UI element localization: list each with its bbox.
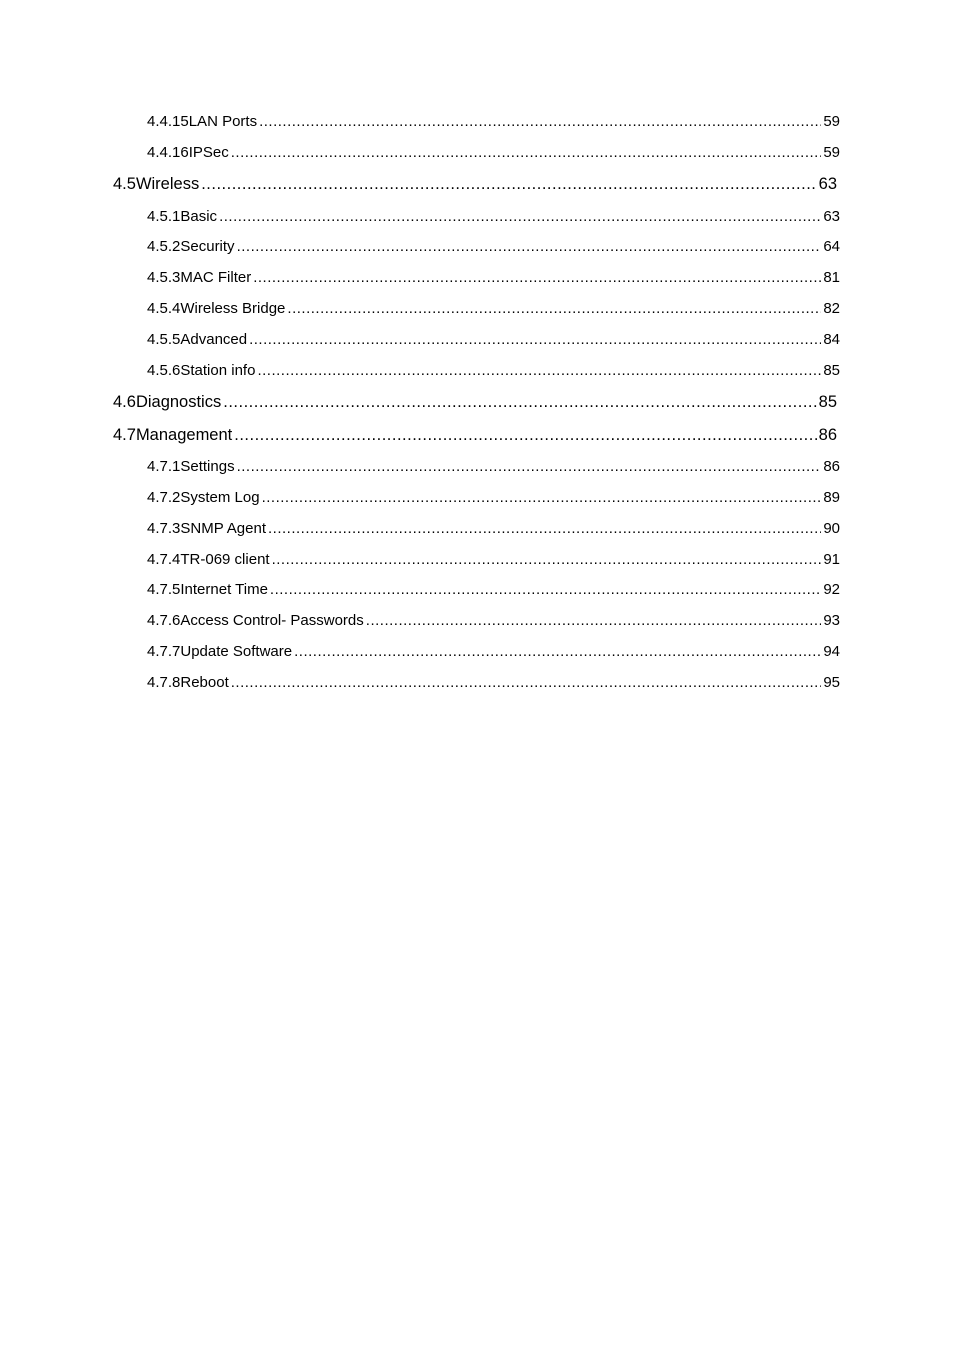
toc-page: 63 xyxy=(823,208,840,225)
toc-number: 4.4.15 xyxy=(147,113,189,130)
toc-leader xyxy=(294,643,821,660)
toc-title: Security xyxy=(180,238,235,255)
toc-leader xyxy=(268,520,821,537)
toc-leader xyxy=(287,300,821,317)
toc-page: 63 xyxy=(818,175,837,193)
toc-number: 4.7 xyxy=(113,426,136,444)
toc-leader xyxy=(237,458,822,475)
toc-title: Station info xyxy=(180,362,256,379)
toc-leader xyxy=(270,581,821,598)
toc-number: 4.7.2 xyxy=(147,489,181,506)
toc-title: SNMP Agent xyxy=(180,520,266,537)
toc-page: 82 xyxy=(823,300,840,317)
toc-title: Access Control- Passwords xyxy=(180,612,364,629)
toc-leader xyxy=(366,612,822,629)
toc-leader xyxy=(231,144,822,161)
toc-number: 4.7.3 xyxy=(147,520,181,537)
toc-number: 4.7.5 xyxy=(147,581,181,598)
toc-title: Basic xyxy=(180,208,218,225)
toc-page: 86 xyxy=(818,426,837,444)
toc-number: 4.5.1 xyxy=(147,208,181,225)
toc-title: Settings xyxy=(180,458,235,475)
toc-number: 4.6 xyxy=(113,393,136,411)
toc-title: Update Software xyxy=(180,643,293,660)
toc-number: 4.7.4 xyxy=(147,551,181,568)
toc-leader xyxy=(253,269,821,286)
toc-number: 4.7.8 xyxy=(147,674,181,691)
toc-entry[interactable] xyxy=(147,489,840,506)
toc-entry[interactable] xyxy=(147,269,840,286)
toc-title: IPSec xyxy=(188,144,229,161)
toc-number: 4.7.6 xyxy=(147,612,181,629)
toc-entry[interactable] xyxy=(147,612,840,629)
toc-entry[interactable] xyxy=(113,175,837,194)
toc-page: 59 xyxy=(823,144,840,161)
toc-page: 81 xyxy=(823,269,840,286)
toc-leader xyxy=(237,238,822,255)
toc-page: 95 xyxy=(823,674,840,691)
toc-title: Internet Time xyxy=(180,581,268,598)
toc-leader xyxy=(234,426,816,445)
toc-leader xyxy=(272,551,822,568)
toc-entry[interactable] xyxy=(147,238,840,255)
toc-number: 4.5.5 xyxy=(147,331,181,348)
toc-title: Wireless xyxy=(135,175,200,193)
toc-entry[interactable] xyxy=(113,426,837,445)
toc-title: MAC Filter xyxy=(180,269,252,286)
toc-title: TR-069 client xyxy=(180,551,270,568)
toc-leader xyxy=(257,362,821,379)
toc-page: 93 xyxy=(823,612,840,629)
toc-number: 4.5.4 xyxy=(147,300,181,317)
toc-leader xyxy=(219,208,821,225)
toc-entry[interactable] xyxy=(147,331,840,348)
toc-number: 4.4.16 xyxy=(147,144,189,161)
toc-page: 85 xyxy=(818,393,837,411)
toc-page: 90 xyxy=(823,520,840,537)
toc-entry[interactable] xyxy=(147,144,840,161)
toc-page: 94 xyxy=(823,643,840,660)
toc-title: Advanced xyxy=(180,331,248,348)
toc-page: 64 xyxy=(823,238,840,255)
toc-number: 4.7.7 xyxy=(147,643,181,660)
toc-page: 89 xyxy=(823,489,840,506)
toc-title: Management xyxy=(135,426,233,444)
toc-entry[interactable] xyxy=(147,208,840,225)
toc-leader xyxy=(262,489,822,506)
toc-entry[interactable] xyxy=(147,362,840,379)
toc-page: 92 xyxy=(823,581,840,598)
toc-title: LAN Ports xyxy=(188,113,258,130)
toc-entry[interactable] xyxy=(147,458,840,475)
toc-title: System Log xyxy=(180,489,260,506)
toc-entry[interactable] xyxy=(147,581,840,598)
toc-leader xyxy=(223,393,816,412)
toc-number: 4.5.2 xyxy=(147,238,181,255)
toc-page: 84 xyxy=(823,331,840,348)
toc-number: 4.5.6 xyxy=(147,362,181,379)
toc-page: 86 xyxy=(823,458,840,475)
toc-title: Diagnostics xyxy=(135,393,222,411)
toc-entry[interactable] xyxy=(147,300,840,317)
toc-title: Reboot xyxy=(180,674,229,691)
toc-entry[interactable] xyxy=(147,643,840,660)
toc-leader xyxy=(231,674,822,691)
toc-number: 4.7.1 xyxy=(147,458,181,475)
toc-page: 59 xyxy=(823,113,840,130)
toc-entry[interactable] xyxy=(147,674,840,691)
toc-leader xyxy=(259,113,821,130)
toc-number: 4.5 xyxy=(113,175,136,193)
toc-entry[interactable] xyxy=(147,520,840,537)
toc-number: 4.5.3 xyxy=(147,269,181,286)
toc-entry[interactable] xyxy=(147,113,840,130)
toc-leader xyxy=(201,175,816,194)
toc-page: 91 xyxy=(823,551,840,568)
toc-page: 85 xyxy=(823,362,840,379)
toc-entry[interactable] xyxy=(113,393,837,412)
toc-leader xyxy=(249,331,821,348)
toc-entry[interactable] xyxy=(147,551,840,568)
toc-title: Wireless Bridge xyxy=(180,300,286,317)
